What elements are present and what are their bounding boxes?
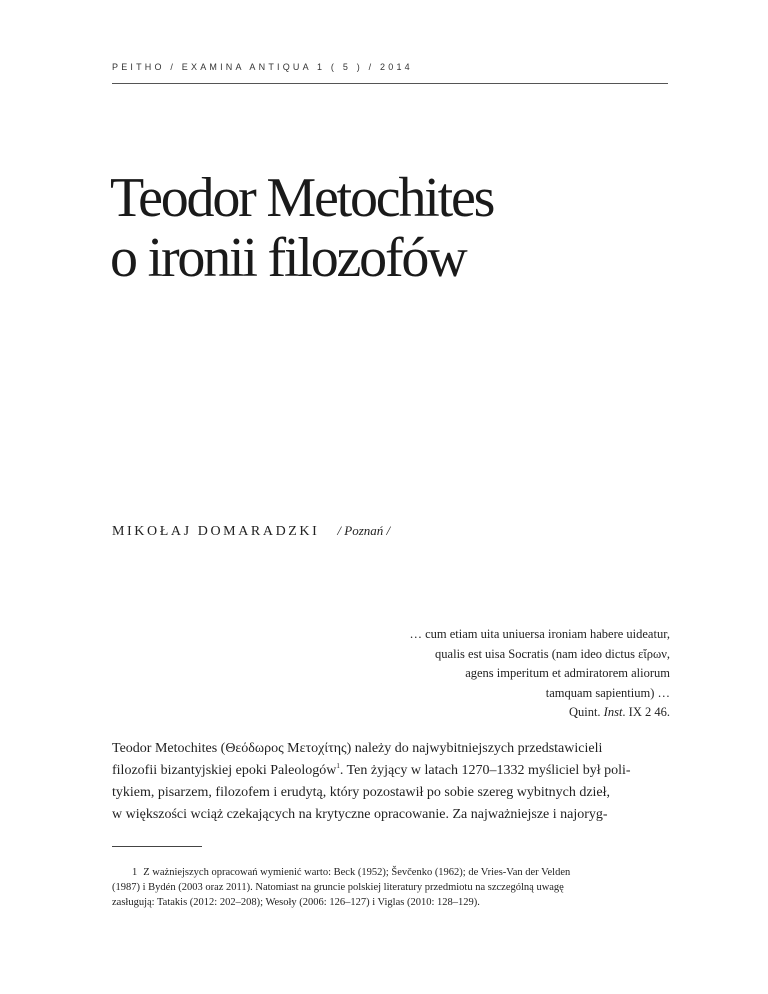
byline: [112, 522, 390, 540]
epigraph: [409, 625, 670, 723]
title-line-1: Teodor Metochites: [110, 167, 494, 229]
author-name: MIKOŁAJ DOMARADZKI: [112, 524, 320, 539]
footnote-line: zasługują: Tatakis (2012: 202–208); Wesoły (2006: 126–127) i Viglas (2010: 128–129).: [112, 897, 480, 908]
footnote-number: 1: [132, 867, 138, 878]
epigraph-line: agens imperitum et admiratorem aliorum: [465, 666, 670, 680]
footnote-reference[interactable]: 1: [336, 762, 340, 770]
article-title: [110, 168, 493, 288]
epigraph-source-author: Quint.: [568, 705, 604, 719]
epigraph-line: tamquam sapientium) …: [545, 685, 670, 700]
body-line: [112, 760, 668, 782]
footnote-line-text: Z ważniejszych opracowań wymienić warto: Beck (1952); Ševčenko (1962); de Vries-Van der Velden: [143, 867, 571, 878]
epigraph-source-work: Inst: [603, 705, 623, 719]
epigraph-source: [409, 703, 670, 723]
epigraph-line: … cum etiam uita uniuersa ironiam habere uideatur,: [409, 627, 670, 641]
footnote-rule: [112, 846, 202, 847]
footnote-line: [112, 865, 668, 880]
body-line: w większości wciąż czekających na krytyczne opracowanie. Za najważniejsze i najoryg-: [112, 807, 608, 822]
header-rule: [112, 83, 668, 84]
body-line-text: filozofii bizantyjskiej epoki Paleologów: [112, 763, 337, 778]
footnote: [112, 865, 668, 910]
epigraph-source-ref: . IX 2 46.: [622, 705, 670, 719]
author-affiliation: / Poznań /: [337, 523, 391, 538]
running-head: PEITHO / EXAMINA ANTIQUA 1 ( 5 ) / 2014: [112, 62, 413, 72]
title-line-2: o ironii filozofów: [110, 227, 466, 289]
body-paragraph: [112, 738, 668, 826]
body-line: Teodor Metochites (Θεόδωρος Μετοχίτης) należy do najwybitniejszych przedstawicieli: [112, 741, 603, 756]
body-line-text: . Ten żyjący w latach 1270–1332 myśliciel był poli-: [339, 763, 631, 778]
epigraph-line: qualis est uisa Socratis (nam ideo dictus εἴρων,: [435, 646, 670, 661]
footnote-line: (1987) i Bydén (2003 oraz 2011). Natomiast na gruncie polskiej literatury przedmiotu na szczególną uwagę: [112, 882, 564, 893]
body-line: tykiem, pisarzem, filozofem i erudytą, który pozostawił po sobie szereg wybitnych dzieł,: [112, 785, 611, 800]
